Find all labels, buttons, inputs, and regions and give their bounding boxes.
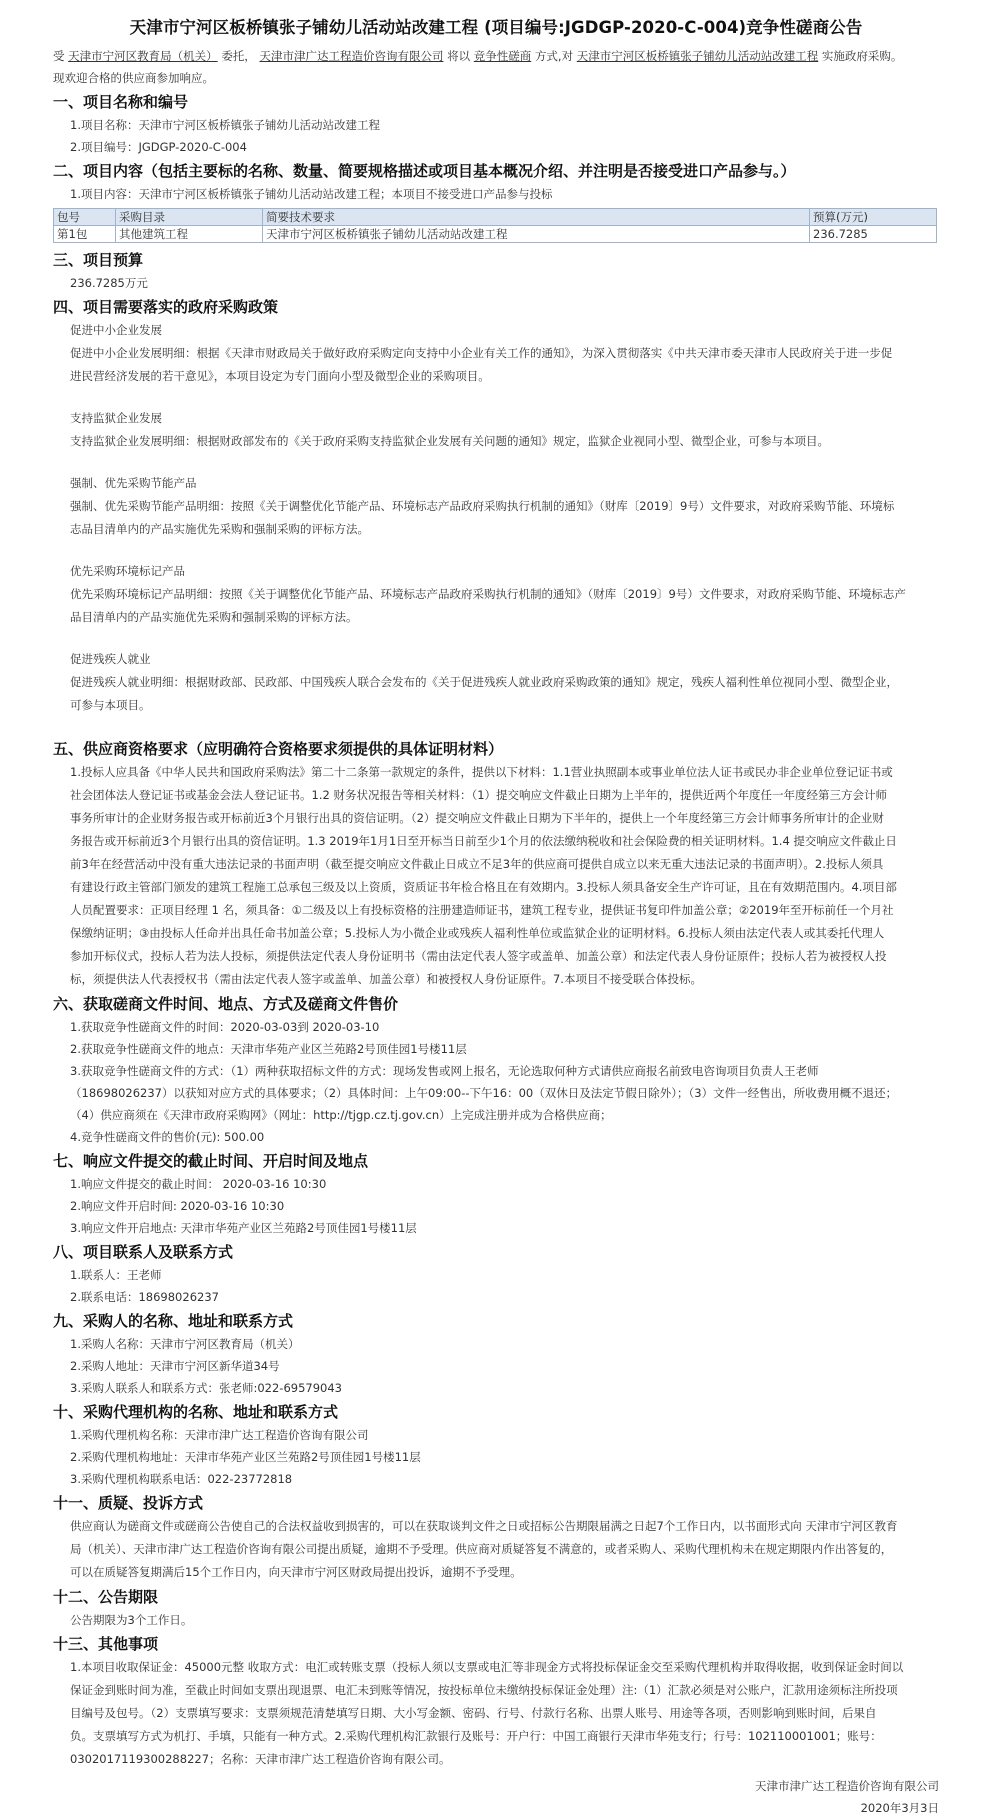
text-line: 3.获取竞争性磋商文件的方式：（1）两种获取招标文件的方式：现场发售或网上报名，无论选取何种方式请供应商报名前致电咨询项目负责人王老师 (70, 1064, 819, 1078)
qualification-text (53, 761, 939, 991)
text-line: 务报告或开标前近3个月银行出具的资信证明。1.3 2019年1月1日至开标当日前至少1个月的依法缴纳税收和社会保险费的相关证明材料。1.4 提交响应文件截止日 (70, 834, 897, 848)
intro-paragraph (53, 45, 939, 67)
policy-detail: 志品目清单内的产品实施优先采购和强制采购的评标方法。 (70, 522, 369, 536)
policy-title: 促进残疾人就业 (70, 652, 151, 666)
section-heading-11: 十一、质疑、投诉方式 (53, 1494, 204, 1512)
table-header: 简要技术要求 (263, 209, 810, 226)
table-row (54, 226, 937, 243)
budget-value: 236.7285万元 (70, 276, 148, 290)
text-line: 公告期限为3个工作日。 (70, 1613, 193, 1627)
project-name: 1.项目名称：天津市宁河区板桥镇张子铺幼儿活动站改建工程 (70, 118, 380, 132)
intro-text: 实施政府采购。 (821, 49, 903, 63)
table-cell: 天津市宁河区板桥镇张子铺幼儿活动站改建工程 (263, 226, 810, 243)
intro-line2: 现欢迎合格的供应商参加响应。 (53, 71, 214, 85)
text-line: 可以在质疑答复期满后15个工作日内，向天津市宁河区财政局提出投诉，逾期不予受理。 (70, 1565, 522, 1579)
text-line: 目编号及包号。（2）支票填写要求：支票须规范清楚填写日期、大小写金额、密码、行号、付款行名称、出票人账号、用途等各项，否则影响到账时间，后果自 (70, 1706, 877, 1720)
section-heading-10: 十、采购代理机构的名称、地址和联系方式 (53, 1403, 339, 1421)
text-line: 1.本项目收取保证金：45000元整 收取方式：电汇或转账支票（投标人须以支票或电汇等非现金方式将投标保证金交至采购代理机构并取得收据，收到保证金时间以 (70, 1660, 904, 1674)
table-header-row (54, 209, 937, 226)
policy-detail: 强制、优先采购节能产品明细：按照《关于调整优化节能产品、环境标志产品政府采购执行机制的通知》（财库〔2019〕9号）文件要求，对政府采购节能、环境标 (70, 499, 895, 513)
intro-text: 方式,对 (534, 49, 574, 63)
text-line: 3.采购代理机构联系电话：022-23772818 (70, 1472, 293, 1486)
section-heading-6: 六、获取磋商文件时间、地点、方式及磋商文件售价 (53, 995, 399, 1013)
text-line: 保证金到账时间为准，至截止时间如支票出现退票、电汇未到账等情况，按投标单位未缴纳投标保证金处理）注:（1）汇款必须是对公账户，汇款用途须标注所投项 (70, 1683, 898, 1697)
policy-title: 促进中小企业发展 (70, 323, 162, 337)
policy-title: 支持监狱企业发展 (70, 411, 162, 425)
text-line: 保缴纳证明；③由投标人任命并出具任命书加盖公章；5.投标人为小微企业或残疾人福利性单位或监狱企业的证明材料。6.投标人须由法定代表人或其委托代理人 (70, 926, 885, 940)
text-line: 2.获取竞争性磋商文件的地点：天津市华苑产业区兰苑路2号顶佳园1号楼11层 (70, 1042, 467, 1056)
text-line: 前3年在经营活动中没有重大违法记录的书面声明（截至提交响应文件截止日成立不足3年的供应商可提供自成立以来无重大违法记录的书面声明）。2.投标人须具 (70, 857, 884, 871)
text-line: 人员配置要求：正项目经理 1 名，须具备：①二级及以上有投标资格的注册建造师证书，建筑工程专业，提供证书复印件加盖公章；②2019年至开标前任一个月社 (70, 903, 894, 917)
text-line: 参加开标仪式，投标人若为法人投标，须提供法定代表人身份证明书（需由法定代表人签字或盖单、加盖公章）和法定代表人身份证原件；投标人若为被授权人投 (70, 949, 887, 963)
text-line: 1.采购人名称：天津市宁河区教育局（机关） (70, 1337, 300, 1351)
table-header: 包号 (54, 209, 116, 226)
table-header: 预算(万元) (810, 209, 937, 226)
intro-text: 将以 (447, 49, 471, 63)
policy-detail: 可参与本项目。 (70, 698, 151, 712)
section-heading-7: 七、响应文件提交的截止时间、开启时间及地点 (53, 1152, 369, 1170)
signature-date: 2020年3月3日 (860, 1801, 939, 1815)
policy-detail: 品目清单内的产品实施优先采购和强制采购的评标方法。 (70, 610, 358, 624)
section-heading-3: 三、项目预算 (53, 251, 144, 269)
method-text: 竞争性磋商 (473, 49, 532, 63)
text-line: 1.响应文件提交的截止时间： 2020-03-16 10:30 (70, 1177, 327, 1191)
text-line: 1.投标人应具备《中华人民共和国政府采购法》第二十二条第一款规定的条件，提供以下材料：1.1营业执照副本或事业单位法人证书或民办非企业单位登记证书或 (70, 765, 893, 779)
section-heading-8: 八、项目联系人及联系方式 (53, 1243, 234, 1261)
text-line: 2.采购代理机构地址：天津市华苑产业区兰苑路2号顶佳园1号楼11层 (70, 1450, 421, 1464)
section-heading-13: 十三、其他事项 (53, 1635, 159, 1653)
table-cell: 236.7285 (810, 226, 937, 243)
agency-link: 天津市津广达工程造价咨询有限公司 (259, 49, 444, 63)
table-cell: 第1包 (54, 226, 116, 243)
project-code: 2.项目编号：JGDGP-2020-C-004 (70, 140, 247, 154)
policy-detail: 支持监狱企业发展明细：根据财政部发布的《关于政府采购支持监狱企业发展有关问题的通知》规定，监狱企业视同小型、微型企业，可参与本项目。 (70, 434, 829, 448)
section-heading-1: 一、项目名称和编号 (53, 93, 189, 111)
text-line: 3.采购人联系人和联系方式：张老师:022-69579043 (70, 1381, 342, 1395)
section-heading-9: 九、采购人的名称、地址和联系方式 (53, 1312, 294, 1330)
policy-detail: 促进中小企业发展明细：根据《天津市财政局关于做好政府采购定向支持中小企业有关工作的通知》，为深入贯彻落实《中共天津市委天津市人民政府关于进一步促 (70, 346, 893, 360)
text-line: 1.采购代理机构名称：天津市津广达工程造价咨询有限公司 (70, 1428, 369, 1442)
text-line: 有建设行政主管部门颁发的建筑工程施工总承包三级及以上资质，资质证书年检合格且在有效期内。3.投标人须具备安全生产许可证，且在有效期范围内。4.项目部 (70, 880, 897, 894)
page-title: 天津市宁河区板桥镇张子铺幼儿活动站改建工程 (项目编号:JGDGP-2020-C-004)竞争性磋商公告 (129, 18, 863, 37)
policy-title: 强制、优先采购节能产品 (70, 476, 197, 490)
package-table (53, 208, 937, 243)
text-line: 2.采购人地址：天津市宁河区新华道34号 (70, 1359, 280, 1373)
text-line: 3.响应文件开启地点: 天津市华苑产业区兰苑路2号顶佳园1号楼11层 (70, 1221, 417, 1235)
intro-text: 委托， (221, 49, 256, 63)
text-line: 4.竞争性磋商文件的售价(元): 500.00 (70, 1130, 265, 1144)
text-line: 1.联系人：王老师 (70, 1268, 162, 1282)
section-heading-2: 二、项目内容（包括主要标的名称、数量、简要规格描述或项目基本概况介绍、并注明是否接受进口产品参与。） (53, 162, 796, 180)
text-line: 供应商认为磋商文件或磋商公告使自己的合法权益收到损害的，可以在获取谈判文件之日或招标公告期限届满之日起7个工作日内，以书面形式向 天津市宁河区教育 (70, 1519, 898, 1533)
text-line: （18698026237）以获知对应方式的具体要求；（2）具体时间：上午09:00--下午16：00（双休日及法定节假日除外）；（3）文件一经售出，所收费用概不退还； (70, 1086, 898, 1100)
project-link: 天津市宁河区板桥镇张子铺幼儿活动站改建工程 (576, 49, 819, 63)
policy-title: 优先采购环境标记产品 (70, 564, 185, 578)
policy-detail: 优先采购环境标记产品明细：按照《关于调整优化节能产品、环境标志产品政府采购执行机制的通知》（财库〔2019〕9号）文件要求，对政府采购节能、环境标志产 (70, 587, 906, 601)
text-line: 局（机关）、天津市津广达工程造价咨询有限公司提出质疑，逾期不予受理。供应商对质疑答复不满意的，或者采购人、采购代理机构未在规定期限内作出答复的， (70, 1542, 893, 1556)
policy-detail: 进民营经济发展的若干意见》，本项目设定为专门面向小型及微型企业的采购项目。 (70, 369, 490, 383)
text-line: 事务所审计的企业财务报告或开标前近3个月银行出具的资信证明。（2）提交响应文件截止日期为下半年的，提供上一个年度经第三方会计师事务所审计的企业财 (70, 811, 884, 825)
text-line: 负。支票填写方式为机打、手填，只能有一种方式。2.采购代理机构汇款银行及账号：开户行：中国工商银行天津市华苑支行；行号：102110001001；账号： (70, 1729, 882, 1743)
intro-text: 受 (53, 49, 65, 63)
section-heading-5: 五、供应商资格要求（应明确符合资格要求须提供的具体证明材料） (53, 740, 504, 758)
text-line: 2.响应文件开启时间: 2020-03-16 10:30 (70, 1199, 285, 1213)
purchaser-link: 天津市宁河区教育局（机关） (68, 49, 218, 63)
text-line: 社会团体法人登记证书或基金会法人登记证书。1.2 财务状况报告等相关材料：（1）提交响应文件截止日期为上半年的，提供近两个年度任一年度经第三方会计师 (70, 788, 888, 802)
section-heading-12: 十二、公告期限 (53, 1588, 159, 1606)
table-cell: 其他建筑工程 (116, 226, 263, 243)
signature-org: 天津市津广达工程造价咨询有限公司 (755, 1779, 939, 1793)
policy-detail: 促进残疾人就业明细：根据财政部、民政部、中国残疾人联合会发布的《关于促进残疾人就业政府采购政策的通知》规定，残疾人福利性单位视同小型、微型企业， (70, 675, 898, 689)
section-heading-4: 四、项目需要落实的政府采购政策 (53, 298, 279, 316)
text-line: 标，须提供法人代表授权书（需由法定代表人签字或盖单、加盖公章）和被授权人身份证原件。7.本项目不接受联合体投标。 (70, 972, 702, 986)
project-content: 1.项目内容：天津市宁河区板桥镇张子铺幼儿活动站改建工程；本项目不接受进口产品参与投标 (70, 187, 553, 201)
text-line: 1.获取竞争性磋商文件的时间：2020-03-03到 2020-03-10 (70, 1020, 380, 1034)
text-line: （4）供应商须在《天津市政府采购网》（网址：http://tjgp.cz.tj.gov.cn）上完成注册并成为合格供应商； (70, 1108, 612, 1122)
table-header: 采购目录 (116, 209, 263, 226)
text-line: 0302017119300288227；名称：天津市津广达工程造价咨询有限公司。 (70, 1752, 451, 1766)
text-line: 2.联系电话：18698026237 (70, 1290, 219, 1304)
